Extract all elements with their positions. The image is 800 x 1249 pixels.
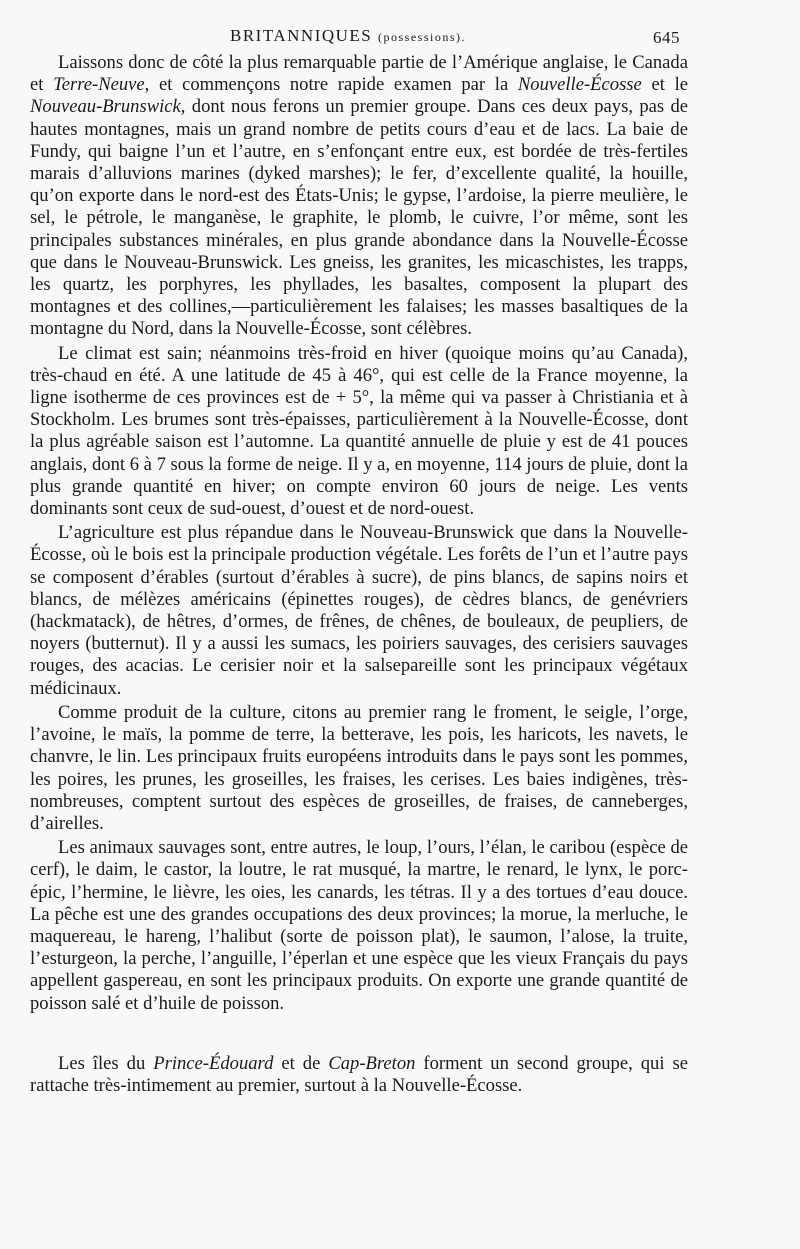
italic-place-name: Terre-Neuve (53, 74, 145, 96)
italic-place-name: Nouvelle-Écosse (517, 74, 642, 96)
paragraph-fauna (30, 837, 688, 1015)
paragraph-vegetation (30, 522, 688, 700)
running-title-main: BRITANNIQUES (230, 26, 373, 45)
text-run: , dont nous ferons un premier groupe. Dans ces deux pays, pas de hautes montagnes, mais un grand nombre de petits cours d’eau et de lacs. La baie de Fundy, qui baigne l’un et l’autre, en s’enfonçant entre eux, est bordée de très-fertiles marais d’alluvions marines (dyked marshes); le fer, d’excellente qualité, la houille, qu’on exporte dans le nord-est des États-Unis; le gypse, l’ardoise, la pierre meulière, le sel, le pétrole, le manganèse, le graphite, le plomb, le cuivre, l’or même, sont les principales substances minérales, en plus grande abondance dans la Nouvelle-Écosse que dans le Nouveau-Brunswick. Les gneiss, les granites, les micaschistes, les trapps, les quartz, les porphyres, les phyllades, les basaltes, composent la plupart des montagnes et des collines,—particulièrement les falaises; les masses basaltiques de la montagne du Nord, dans la Nouvelle-Écosse, sont célèbres. (30, 96, 688, 340)
text-run: L’agriculture est plus répandue dans le Nouveau-Brunswick que dans la Nouvelle-Écosse, où le bois est la principale production végétale. Les forêts de l’un et l’autre pays se composent d’érables (surtout d’érables à sucre), de pins blancs, de sapins noirs et blancs, de mélèzes américains (épinettes rouges), de cèdres blancs, de genévriers (hackmatack), de hêtres, d’ormes, de frênes, de chênes, de bouleaux, de peupliers, de noyers (butternut). Il y a aussi les sumacs, les poiriers sauvages, des cerisiers sauvages rouges, des acacias. Le cerisier noir et la salsepareille sont les principaux végétaux médicinaux. (30, 522, 688, 699)
text-run: Les animaux sauvages sont, entre autres, le loup, l’ours, l’élan, le caribou (espèce de cerf), le daim, le castor, la loutre, le rat musqué, la martre, le renard, le lynx, le porc-épic, l’hermine, le lièvre, les oies, les canards, les tétras. Il y a des tortues d’eau douce. La pêche est une des grandes occupations des deux provinces; la morue, la merluche, le maquereau, le hareng, l’halibut (sorte de poisson plat), le saumon, l’alose, la truite, l’esturgeon, la perche, l’anguille, l’éperlan et une espèce que les vieux Français du pays appellent gaspereau, en sont les principaux produits. On exporte une grande quantité de poisson salé et d’huile de poisson. (30, 837, 688, 1014)
italic-place-name: Cap-Breton (328, 1052, 416, 1074)
running-title-qualifier: (possessions). (378, 30, 467, 44)
text-run: Comme produit de la culture, citons au premier rang le froment, le seigle, l’orge, l’avoine, le maïs, la pomme de terre, la betterave, les pois, les haricots, les navets, le chanvre, le lin. Les principaux fruits européens introduits dans le pays sont les pommes, les poires, les prunes, les groseilles, les fraises, les cerises. Les baies indigènes, très-nombreuses, comptent surtout des espèces de groseilles, de fraises, de canneberges, d’airelles. (30, 701, 688, 834)
italic-place-name: Prince-Édouard (153, 1052, 274, 1074)
paragraph-climate (30, 343, 688, 521)
text-run: forment un second groupe, qui se rattache très-intimement au premier, surtout à la Nouvelle-Écosse. (30, 1052, 688, 1096)
running-title (230, 26, 466, 46)
body-text (30, 52, 688, 1097)
text-run: et le (641, 74, 688, 96)
page-number: 645 (653, 28, 680, 47)
italic-place-name: Nouveau-Brunswick (30, 96, 181, 118)
text-run: Laissons donc de côté la plus remarquable partie de l’Amérique anglaise, le Canada et (30, 52, 688, 96)
running-header (30, 22, 688, 52)
paragraph-islands (30, 1053, 688, 1097)
text-run: , et commençons notre rapide examen par la (144, 74, 518, 96)
text-run: Le climat est sain; néanmoins très-froid en hiver (quoique moins qu’au Canada), très-chaud en été. A une latitude de 45 à 46°, qui est celle de la France moyenne, la ligne isotherme de ces provinces est de + 5°, la même qui va passer à Christiania et à Stockholm. Les brumes sont très-épaisses, particulièrement à la Nouvelle-Écosse, dont la plus agréable saison est l’automne. La quantité annuelle de pluie y est de 41 pouces anglais, dont 6 à 7 sous la forme de neige. Il y a, en moyenne, 114 jours de pluie, dont la plus grande quantité en hiver; on compte environ 60 jours de neige. Les vents dominants sont ceux de sud-ouest, d’ouest et de nord-ouest. (30, 342, 688, 520)
text-run: et de (273, 1052, 329, 1074)
paragraph-crops (30, 702, 688, 835)
paragraph-geology (30, 52, 688, 341)
text-run: Les îles du (58, 1052, 154, 1074)
